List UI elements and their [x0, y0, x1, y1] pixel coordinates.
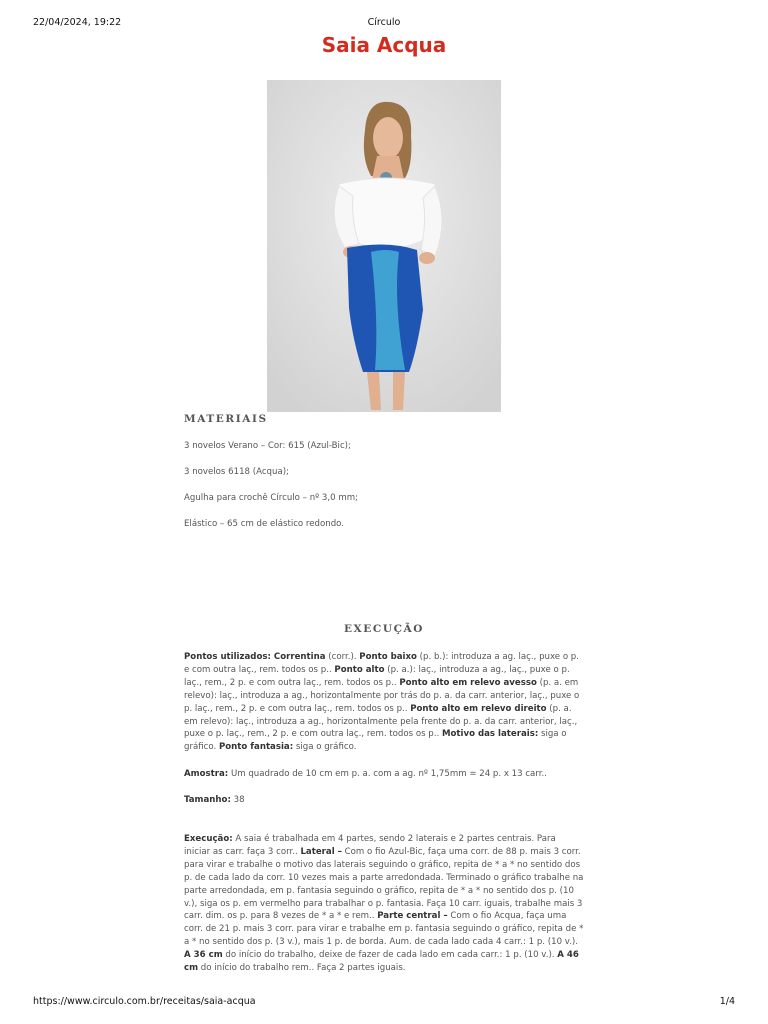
term: Ponto alto: [334, 664, 385, 675]
model-photo-icon: [267, 80, 501, 412]
text: Com o fio Acqua, faça uma corr. de 21 p. mais 3 corr. para virar e trabalhe em p. fantasia seguindo o gráfico, repita de * a * no sentido dos p. (3 v.), mais 1 p. de borda. Aum. de cada lado cada 4 carr.: 1 p. (10 v.).: [184, 911, 584, 948]
tamanho-text: 38: [230, 795, 245, 805]
term: Ponto fantasia:: [218, 742, 294, 753]
term: Lateral –: [300, 846, 342, 857]
material-item: 3 novelos 6118 (Acqua);: [184, 467, 289, 477]
page-number: 1/4: [719, 996, 735, 1007]
model-photo: [267, 80, 501, 412]
text: (p. a.): laç., introduza a ag., laç., puxe o p. laç., rem., 2 p. e com outra laç., rem. todos os p..: [184, 664, 570, 688]
term: Execução:: [184, 834, 233, 844]
execucao-heading: EXECUÇÃO: [343, 623, 425, 635]
tamanho-paragraph: [184, 794, 584, 807]
amostra-text: Um quadrado de 10 cm em p. a. com a ag. nº 1,75mm = 24 p. x 13 carr..: [228, 769, 547, 779]
text: (p. b.): introduza a ag. laç., puxe o p. e com outra laç., rem. todos os p..: [184, 652, 579, 675]
pontos-utilizados-paragraph: [184, 651, 584, 754]
page-title: Saia Acqua: [321, 33, 447, 57]
term: Motivo das laterais:: [441, 729, 539, 740]
term: Ponto alto em relevo direito: [410, 703, 547, 714]
materiais-heading: MATERIAIS: [184, 413, 268, 425]
text: Com o fio Azul-Bic, faça uma corr. de 88 p. mais 3 corr. para virar e trabalhe o motivo das laterais seguindo o gráfico, repita de * a * no sentido dos p. de cada lado da corr. 10 vezes mais a parte arredondada. Terminado o gráfico trabalhe na parte arredondada, em p. fantasia seguindo o gráfico, repita de * a * no sentido dos p. (10 v.), siga os p. em vermelho para trabalhar o p. fantasia. Faça 10 carr. iguais, trabalhe mais 3 carr. dim. os p. para 8 vezes de * a * e rem..: [184, 846, 584, 922]
text: (p. a. em relevo): laç., introduza a ag., horizontalmente por trás do p. a. da carr. anterior, laç., puxe o p. laç., rem., 2 p. e com outra laç., rem. todos os p..: [184, 677, 580, 714]
term: Parte central –: [377, 911, 448, 922]
execucao-paragraph: [184, 833, 584, 975]
print-site-name: Círculo: [367, 17, 401, 28]
text: A saia é trabalhada em 4 partes, sendo 2 laterais e 2 partes centrais. Para iniciar as carr. faça 3 corr..: [184, 834, 556, 857]
term: A 46 cm: [184, 950, 579, 974]
text: do início do trabalho rem.. Faça 2 partes iguais.: [198, 963, 406, 974]
material-item: Agulha para crochê Círculo – nº 3,0 mm;: [184, 493, 358, 503]
text: (corr.).: [325, 652, 360, 662]
term: Pontos utilizados: Correntina: [184, 652, 326, 662]
material-item: Elástico – 65 cm de elástico redondo.: [184, 519, 345, 529]
term: A 36 cm: [184, 950, 223, 961]
text: siga o gráfico.: [184, 729, 567, 753]
print-datetime: 22/04/2024, 19:22: [33, 17, 122, 28]
text: (p. a. em relevo): laç., introduza a ag., horizontalmente pela frente do p. a. da carr. anterior, laç., puxe o p. laç., rem., 2 p. e com outra laç., rem. todos os p..: [184, 703, 578, 740]
text: do início do trabalho, deixe de fazer de cada lado em cada carr.: 1 p. (10 v.).: [222, 950, 558, 961]
material-item: 3 novelos Verano – Cor: 615 (Azul-Bic);: [184, 441, 351, 451]
tamanho-label: Tamanho:: [184, 795, 231, 805]
term: Ponto baixo: [359, 652, 417, 662]
print-url: https://www.circulo.com.br/receitas/saia-acqua: [33, 996, 256, 1007]
amostra-label: Amostra:: [184, 769, 229, 779]
text: siga o gráfico.: [293, 742, 357, 753]
term: Ponto alto em relevo avesso: [399, 677, 537, 688]
amostra-paragraph: [184, 768, 584, 781]
